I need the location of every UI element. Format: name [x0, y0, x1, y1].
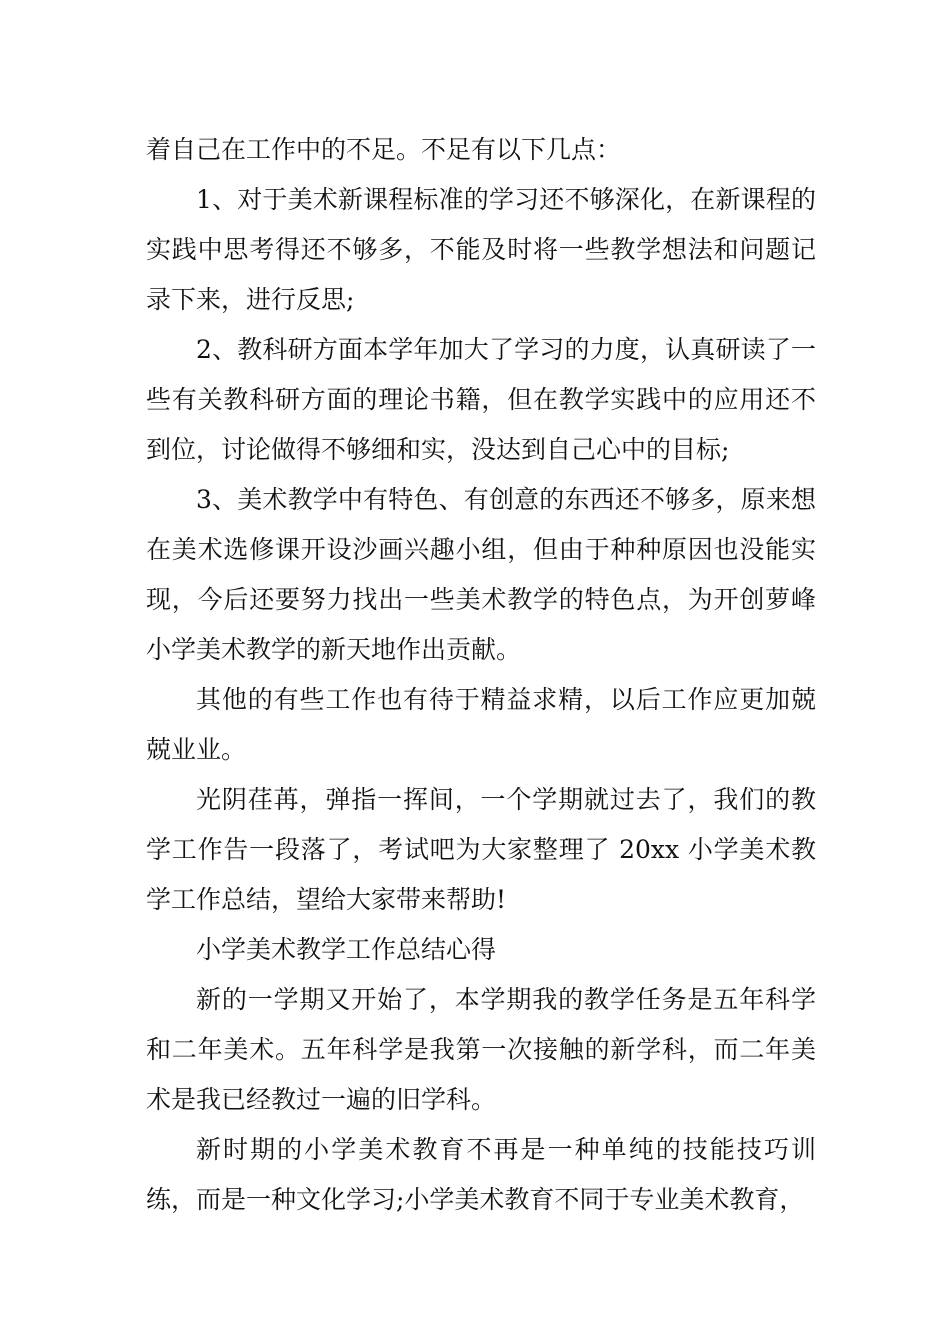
paragraph-new-semester: 新的一学期又开始了，本学期我的教学任务是五年科学和二年美术。五年科学是我第一次接触的新学科，而二年美术是我已经教过一遍的旧学科。: [146, 985, 816, 1114]
paragraph-art-education: 新时期的小学美术教育不再是一种单纯的技能技巧训练，而是一种文化学习;小学美术教育不同于专业美术教育，: [146, 1135, 816, 1214]
section-heading: 小学美术教学工作总结心得: [196, 935, 497, 964]
paragraph-point-2: 2、教科研方面本学年加大了学习的力度，认真研读了一些有关教科研方面的理论书籍，但在教学实践中的应用还不到位，讨论做得不够细和实，没达到自己心中的目标;: [146, 335, 816, 464]
paragraph-point-3: 3、美术教学中有特色、有创意的东西还不够多，原来想在美术选修课开设沙画兴趣小组，但由于种种原因也没能实现，今后还要努力找出一些美术教学的特色点，为开创萝峰小学美术教学的新天地作出贡献。: [146, 485, 816, 664]
paragraph-point-1: 1、对于美术新课程标准的学习还不够深化，在新课程的实践中思考得还不够多，不能及时将一些教学想法和问题记录下来，进行反思;: [146, 185, 816, 314]
paragraph-introduction: 光阴荏苒，弹指一挥间，一个学期就过去了，我们的教学工作告一段落了，考试吧为大家整理了 20xx 小学美术教学工作总结，望给大家带来帮助!: [146, 785, 816, 914]
paragraph-continuation: 着自己在工作中的不足。不足有以下几点：: [146, 135, 622, 164]
document-body: [146, 125, 816, 1225]
paragraph-other-work: 其他的有些工作也有待于精益求精，以后工作应更加兢兢业业。: [146, 685, 816, 764]
